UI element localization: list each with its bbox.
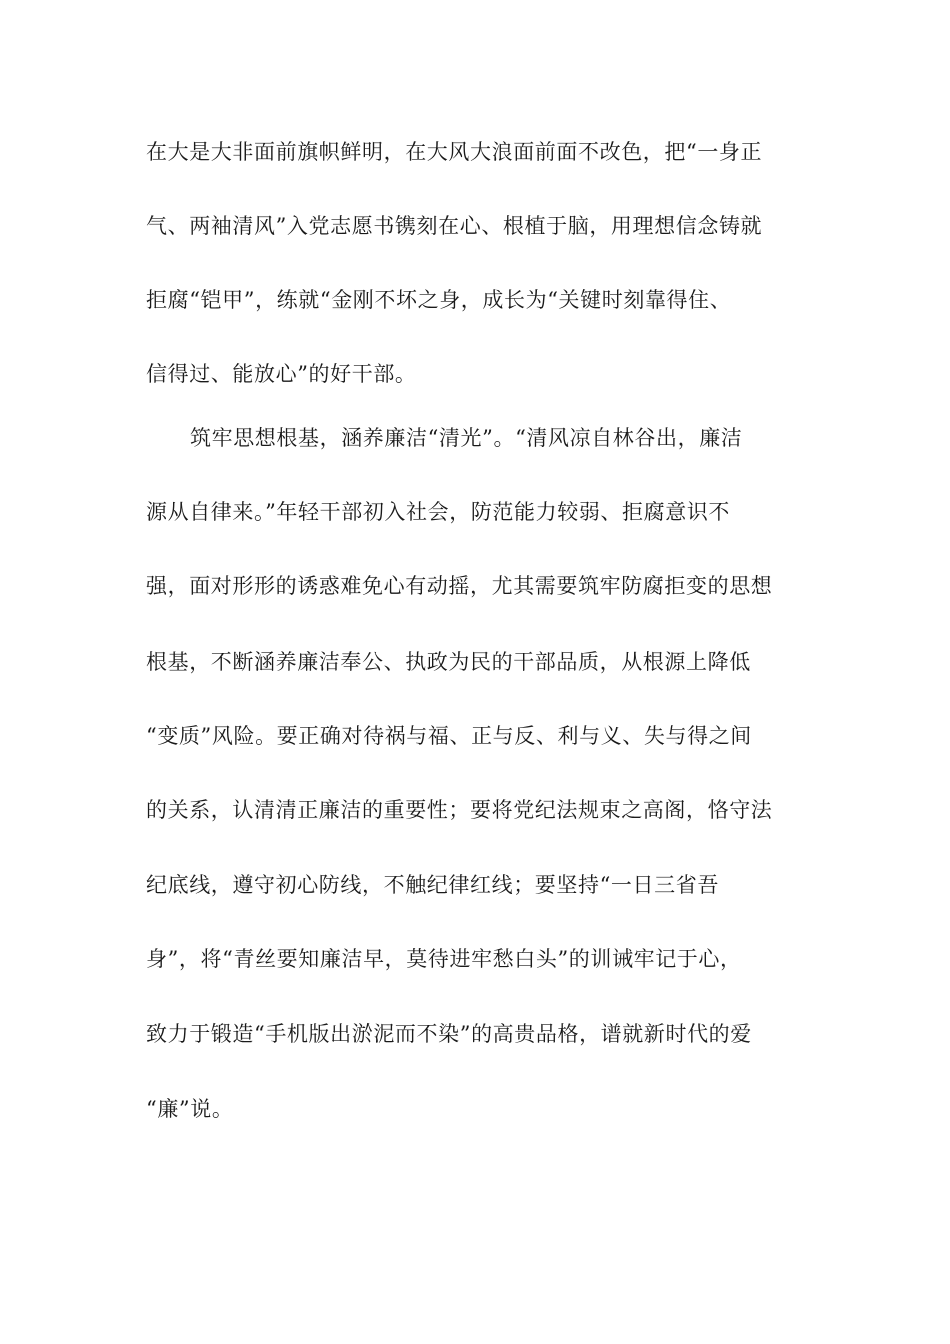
paragraph-line-5: 筑牢思想根基，涵养廉洁“清光”。“清风凉自林谷出，廉洁: [190, 426, 743, 450]
paragraph-line-11: 纪底线，遵守初心防线，不触纪律红线；要坚持“一日三省吾: [146, 873, 719, 897]
paragraph-line-1: 在大是大非面前旗帜鲜明，在大风大浪面前面不改色，把“一身正: [146, 140, 763, 164]
paragraph-line-4: 信得过、能放心”的好干部。: [146, 362, 417, 386]
paragraph-line-6: 源从自律来。”年轻干部初入社会，防范能力较弱、拒腐意识不: [146, 500, 731, 524]
paragraph-line-10: 的关系，认清清正廉洁的重要性；要将党纪法规束之高阁，恪守法: [146, 798, 773, 822]
paragraph-line-8: 根基，不断涵养廉洁奉公、执政为民的干部品质，从根源上降低: [146, 650, 751, 674]
paragraph-line-2: 气、两袖清风”入党志愿书镌刻在心、根植于脑，用理想信念铸就: [146, 214, 763, 238]
paragraph-line-9: “变质”风险。要正确对待祸与福、正与反、利与义、失与得之间: [146, 724, 752, 748]
paragraph-line-3: 拒腐“铠甲”，练就“金刚不坏之身，成长为“关键时刻靠得住、: [146, 288, 732, 312]
paragraph-line-12: 身”，将“青丝要知廉洁早，莫待进牢愁白头”的训诫牢记于心，: [146, 947, 742, 971]
paragraph-line-13: 致力于锻造“手机版出淤泥而不染”的高贵品格，谱就新时代的爱: [146, 1022, 752, 1046]
paragraph-line-14: “廉”说。: [146, 1097, 234, 1121]
paragraph-line-7: 强，面对形形的诱惑难免心有动摇，尤其需要筑牢防腐拒变的思想: [146, 574, 773, 598]
